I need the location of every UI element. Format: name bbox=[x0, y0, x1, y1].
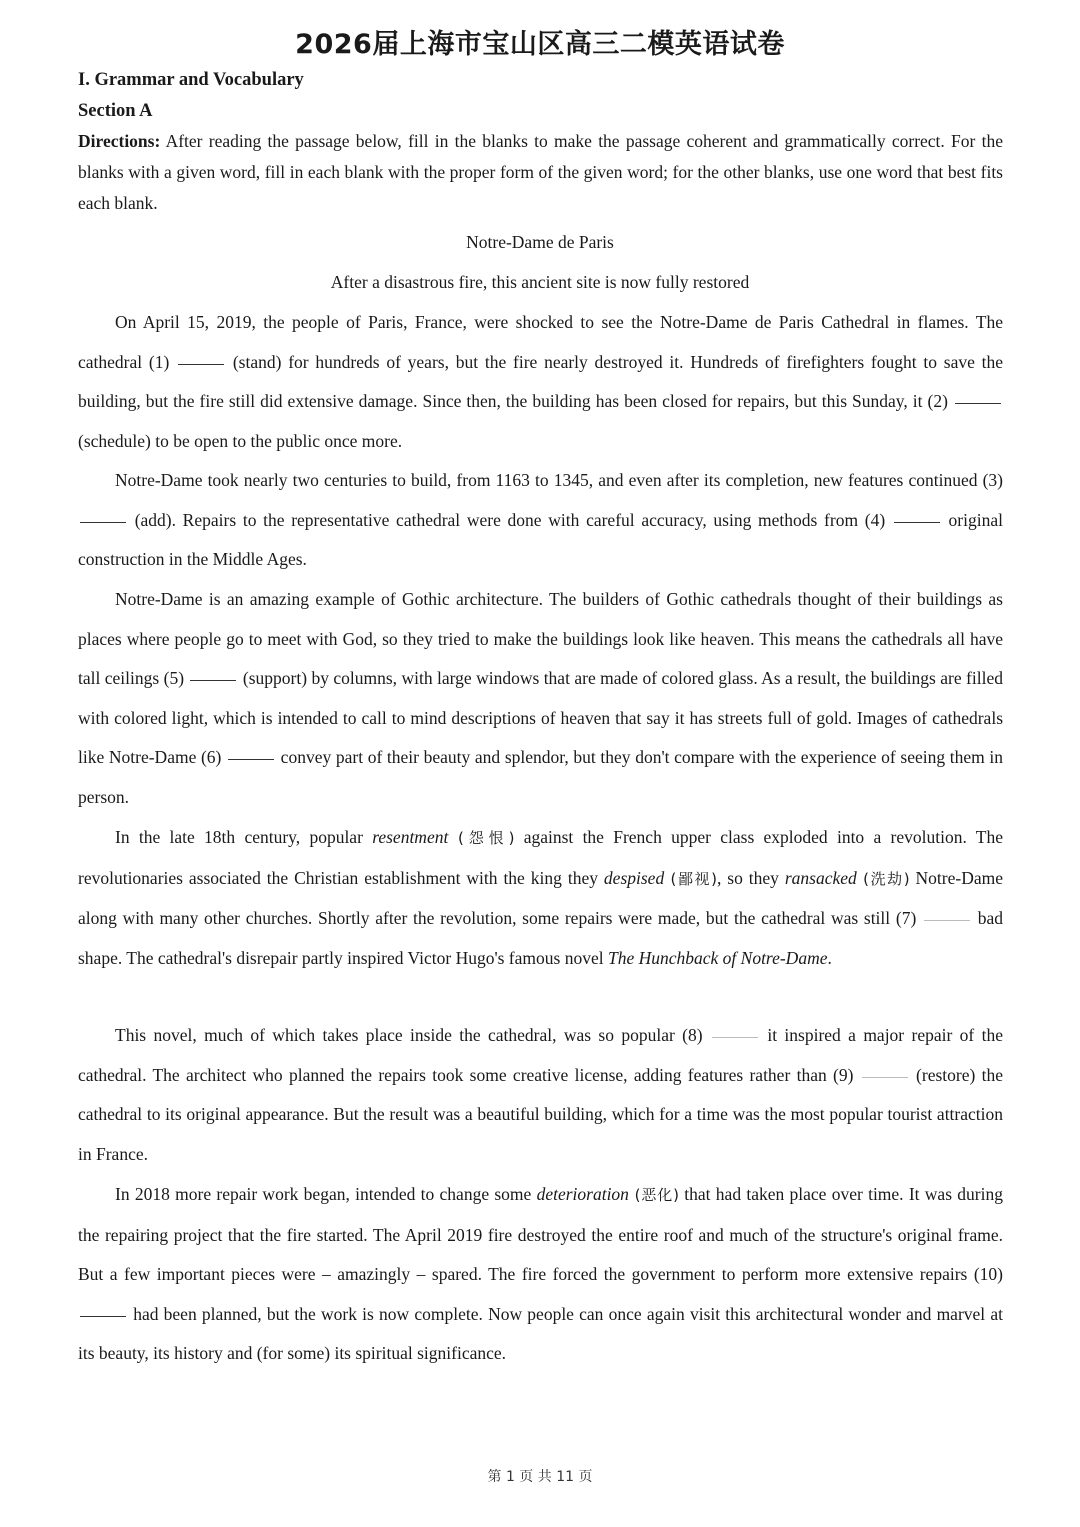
blank-10 bbox=[80, 1315, 126, 1317]
blank-1 bbox=[178, 363, 224, 365]
part-heading: I. Grammar and Vocabulary bbox=[78, 70, 304, 90]
paragraph-5: This novel, much of which takes place inside the cathedral, was so popular (8) it inspired a major repair of the cathedral. The architect who planned the repairs took some creative license, adding features rather than (9) (restore) the cathedral to its original appearance. But the result was a beautiful building, which for a time was the most popular tourist attraction in France. bbox=[78, 1025, 1004, 1164]
paragraph-2: Notre-Dame took nearly two centuries to build, from 1163 to 1345, and even after its completion, new features continued (3) (add). Repairs to the representative cathedral were done with careful accuracy, using methods from (4) original construction in the Middle Ages. bbox=[78, 470, 1003, 570]
blank-2 bbox=[955, 402, 1001, 404]
paragraph-3: Notre-Dame is an amazing example of Gothic architecture. The builders of Gothic cathedrals thought of their buildings as places where people go to meet with God, so they tried to make the buildings look like heaven. This means the cathedrals all have tall ceilings (5) (support) by columns, with large windows that are made of colored glass. As a result, the buildings are filled with colored light, which is intended to call to mind descriptions of heaven that say it has streets full of gold. Images of cathedrals like Notre-Dame (6) convey part of their beauty and splendor, but they don't compare with the experience of seeing them in person. bbox=[78, 589, 1003, 807]
blank-7 bbox=[924, 919, 970, 921]
blank-8 bbox=[712, 1036, 758, 1038]
section-heading: Section A bbox=[78, 101, 153, 121]
blank-5 bbox=[190, 679, 236, 681]
directions-text: After reading the passage below, fill in the blanks to make the passage coherent and grammatically correct. For the blanks with a given word, fill in each blank with the proper form of the given word; for the other blanks, use one word that best fits each blank. bbox=[78, 131, 1003, 213]
page-footer: 第 1 页 共 11 页 bbox=[487, 1469, 593, 1485]
blank-9 bbox=[862, 1076, 908, 1078]
paragraph-6: In 2018 more repair work began, intended to change some deterioration (恶化) that had taken place over time. It was during the repairing project that the fire started. The April 2019 fire destroyed the entire roof and much of the structure's original frame. But a few important pieces were – amazingly – spared. The fire forced the government to perform more extensive repairs (10) had been planned, but the work is now complete. Now people can once again visit this architectural wonder and marvel at its beauty, its history and (for some) its spiritual significance. bbox=[78, 1184, 1003, 1364]
blank-3 bbox=[80, 521, 126, 523]
novel-title: The Hunchback of Notre-Dame bbox=[607, 947, 828, 968]
paragraph-1: On April 15, 2019, the people of Paris, France, were shocked to see the Notre-Dame de Paris Cathedral in flames. The cathedral (1) (stand) for hundreds of years, but the fire nearly destroyed it. Hundreds of firefighters fought to save the building, but the fire still did extensive damage. Since then, the building has been closed for repairs, but this Sunday, it (2) (schedule) to be open to the public once more. bbox=[78, 312, 1003, 451]
paragraph-4: In the late 18th century, popular resentment (怨恨) against the French upper class exploded into a revolution. The revolutionaries associated the Christian establishment with the king they despised (鄙视), so they ransacked (洗劫) Notre-Dame along with many other churches. Shortly after the revolution, some repairs were made, but the cathedral was still (7) bad shape. The cathedral's disrepair partly inspired Victor Hugo's famous novel The Hunchback of Notre-Dame. bbox=[78, 827, 1003, 968]
blank-4 bbox=[894, 521, 940, 523]
passage-title: Notre-Dame de Paris bbox=[466, 232, 614, 252]
word-despised: despised bbox=[603, 867, 665, 888]
page-title: 2026届上海市宝山区高三二模英语试卷 bbox=[295, 29, 785, 60]
directions-paragraph bbox=[78, 126, 1003, 219]
word-ransacked: ransacked bbox=[784, 867, 857, 888]
directions-label: Directions: bbox=[78, 131, 161, 151]
word-deterioration: deterioration bbox=[536, 1184, 629, 1204]
passage-subtitle: After a disastrous fire, this ancient site is now fully restored bbox=[330, 272, 750, 292]
word-resentment: resentment bbox=[372, 827, 449, 847]
blank-6 bbox=[228, 758, 274, 760]
